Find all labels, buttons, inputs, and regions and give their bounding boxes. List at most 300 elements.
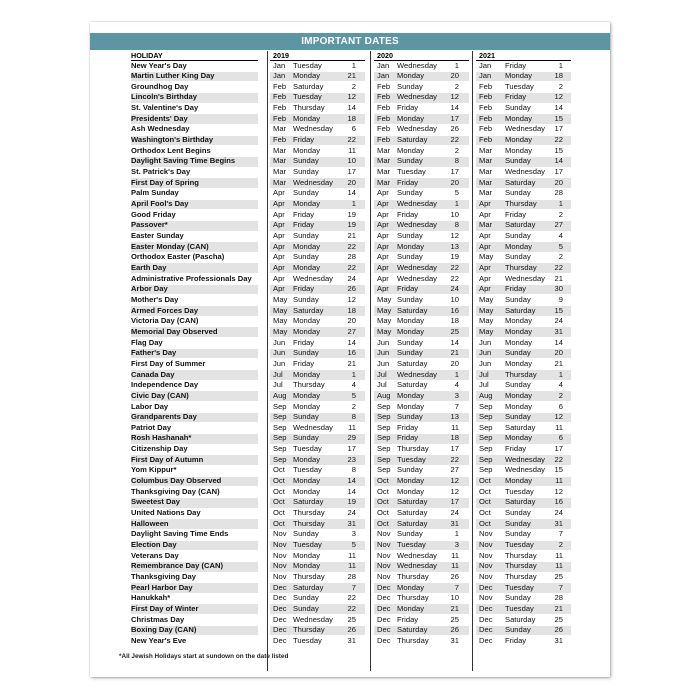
holiday-name: Lincoln's Birthday [131, 92, 197, 102]
table-row [90, 444, 610, 455]
day-number: 11 [555, 476, 563, 486]
day-number: 26 [347, 284, 356, 294]
table-row [90, 604, 610, 615]
weekday: Monday [505, 241, 533, 251]
day-number: 3 [454, 390, 459, 400]
header-year-2020: 2020 [377, 51, 393, 60]
holiday-name: Columbus Day Observed [131, 476, 222, 486]
month: Jan [273, 60, 286, 70]
weekday: Monday [505, 433, 533, 443]
holiday-name: Easter Monday (CAN) [131, 241, 209, 251]
month: Nov [273, 540, 287, 550]
month: May [377, 316, 392, 326]
day-number: 1 [351, 60, 356, 70]
day-number: 17 [347, 444, 356, 454]
month: Oct [377, 476, 389, 486]
month: Apr [273, 241, 285, 251]
month: Jan [377, 60, 390, 70]
day-number: 5 [351, 540, 356, 550]
table-row [90, 295, 610, 306]
weekday: Sunday [505, 294, 531, 304]
weekday: Wednesday [397, 550, 437, 560]
day-number: 28 [347, 252, 356, 262]
day-number: 29 [347, 433, 356, 443]
month: Feb [273, 113, 287, 123]
weekday: Sunday [293, 252, 319, 262]
day-number: 17 [347, 167, 356, 177]
day-number: 2 [351, 81, 356, 91]
weekday: Monday [397, 476, 425, 486]
weekday: Saturday [397, 358, 428, 368]
day-number: 23 [347, 454, 356, 464]
day-number: 14 [450, 103, 459, 113]
day-number: 4 [558, 231, 563, 240]
table-row [90, 593, 610, 604]
holiday-name: Sweetest Day [131, 497, 180, 507]
day-number: 5 [454, 188, 459, 198]
day-number: 20 [554, 348, 563, 358]
month: Apr [377, 188, 389, 198]
table-row [90, 391, 610, 402]
table-row [90, 497, 610, 508]
month: Aug [479, 390, 493, 400]
month: Sep [377, 401, 391, 411]
month: Dec [479, 603, 493, 613]
weekday: Wednesday [293, 422, 333, 432]
day-number: 11 [348, 145, 356, 155]
month: Jan [479, 71, 492, 81]
month: Apr [377, 220, 389, 230]
day-number: 22 [554, 454, 563, 464]
day-number: 1 [351, 369, 356, 379]
month: Oct [479, 508, 491, 518]
day-number: 31 [554, 518, 563, 528]
table-row [90, 370, 610, 381]
weekday: Monday [293, 476, 321, 486]
table-row [90, 433, 610, 444]
header-year-2019: 2019 [273, 51, 289, 60]
month: Sep [479, 412, 493, 422]
weekday: Saturday [505, 177, 536, 187]
day-number: 31 [450, 518, 459, 528]
table-row [90, 199, 610, 210]
month: Dec [377, 635, 391, 645]
day-number: 19 [347, 220, 356, 230]
day-number: 22 [450, 454, 459, 464]
holiday-name: Daylight Saving Time Ends [131, 529, 229, 539]
table-row [90, 242, 610, 253]
weekday: Sunday [397, 294, 423, 304]
weekday: Thursday [293, 103, 325, 113]
weekday: Sunday [505, 156, 531, 166]
weekday: Thursday [293, 518, 325, 528]
weekday: Sunday [397, 465, 423, 475]
month: Oct [377, 518, 389, 528]
month: Sep [273, 444, 287, 454]
day-number: 28 [554, 188, 563, 198]
day-number: 20 [347, 177, 356, 187]
day-number: 22 [347, 135, 356, 145]
weekday: Sunday [505, 593, 531, 603]
month: Oct [273, 476, 285, 486]
day-number: 4 [351, 380, 356, 390]
month: Jun [273, 358, 286, 368]
weekday: Monday [293, 113, 321, 123]
day-number: 11 [451, 561, 459, 571]
day-number: 14 [347, 476, 356, 486]
weekday: Monday [397, 390, 425, 400]
weekday: Sunday [505, 508, 531, 518]
month: Apr [273, 252, 285, 262]
day-number: 21 [450, 603, 459, 613]
weekday: Wednesday [505, 124, 545, 134]
day-number: 15 [554, 465, 563, 475]
weekday: Sunday [293, 188, 319, 198]
month: May [479, 294, 494, 304]
month: Oct [273, 508, 285, 518]
day-number: 12 [347, 92, 356, 102]
table-row [90, 210, 610, 221]
month: Jun [479, 348, 492, 358]
day-number: 2 [558, 209, 563, 219]
weekday: Saturday [505, 497, 536, 507]
weekday: Wednesday [505, 167, 545, 177]
day-number: 11 [555, 422, 563, 432]
month: Sep [479, 444, 493, 454]
weekday: Sunday [505, 380, 531, 390]
weekday: Monday [397, 71, 425, 81]
weekday: Monday [397, 316, 425, 326]
weekday: Sunday [505, 252, 531, 262]
table-row [90, 114, 610, 125]
table-row [90, 231, 610, 242]
day-number: 14 [347, 337, 356, 347]
day-number: 21 [347, 231, 356, 240]
weekday: Monday [505, 135, 533, 145]
month: Oct [377, 486, 389, 496]
holiday-name: Hanukkah* [131, 593, 171, 603]
weekday: Wednesday [397, 92, 437, 102]
month: Feb [479, 124, 493, 134]
weekday: Friday [505, 284, 527, 294]
month: Apr [273, 262, 285, 272]
month: Jun [273, 337, 286, 347]
month: May [377, 326, 392, 336]
month: Mar [377, 145, 391, 155]
month: Apr [377, 209, 389, 219]
month: Sep [377, 433, 391, 443]
month: Sep [377, 444, 391, 454]
holiday-name: Passover* [131, 220, 168, 230]
day-number: 20 [347, 316, 356, 326]
weekday: Tuesday [505, 81, 534, 91]
day-number: 4 [558, 380, 563, 390]
month: Dec [377, 582, 391, 592]
table-row [90, 412, 610, 423]
month: Sep [273, 422, 287, 432]
day-number: 24 [347, 508, 356, 518]
header-year-2021: 2021 [479, 51, 495, 60]
month: May [479, 305, 494, 315]
day-number: 24 [347, 273, 356, 283]
weekday: Sunday [505, 348, 531, 358]
weekday: Monday [505, 145, 533, 155]
day-number: 2 [558, 81, 563, 91]
weekday: Monday [397, 582, 425, 592]
month: Jul [377, 369, 387, 379]
holiday-name: Citizenship Day [131, 444, 188, 454]
day-number: 18 [347, 305, 356, 315]
weekday: Tuesday [505, 603, 534, 613]
weekday: Tuesday [505, 540, 534, 550]
holiday-name: Memorial Day Observed [131, 326, 218, 336]
day-number: 24 [554, 508, 563, 518]
day-number: 10 [450, 593, 459, 603]
weekday: Monday [397, 113, 425, 123]
day-number: 22 [554, 135, 563, 145]
day-number: 2 [351, 401, 356, 411]
month: Dec [479, 635, 493, 645]
day-number: 3 [454, 540, 459, 550]
weekday: Friday [293, 220, 315, 230]
holiday-name: Palm Sunday [131, 188, 179, 198]
day-number: 1 [558, 369, 563, 379]
weekday: Sunday [397, 188, 423, 198]
weekday: Wednesday [397, 124, 437, 134]
weekday: Saturday [397, 135, 428, 145]
month: Apr [377, 273, 389, 283]
day-number: 15 [554, 305, 563, 315]
weekday: Saturday [505, 220, 536, 230]
table-row [90, 188, 610, 199]
weekday: Monday [293, 199, 321, 209]
day-number: 25 [450, 614, 459, 624]
day-number: 31 [554, 635, 563, 645]
weekday: Saturday [505, 614, 536, 624]
day-number: 22 [347, 603, 356, 613]
day-number: 18 [450, 433, 459, 443]
day-number: 3 [351, 529, 356, 539]
month: Sep [273, 412, 287, 422]
day-number: 14 [554, 337, 563, 347]
day-number: 16 [554, 497, 563, 507]
day-number: 14 [347, 188, 356, 198]
month: Jan [377, 71, 390, 81]
weekday: Sunday [293, 167, 319, 177]
day-number: 19 [347, 497, 356, 507]
weekday: Saturday [397, 625, 428, 635]
day-number: 27 [554, 220, 563, 230]
month: Dec [377, 614, 391, 624]
day-number: 5 [351, 390, 356, 400]
month: Sep [479, 454, 493, 464]
holiday-name: Christmas Day [131, 614, 185, 624]
table-row [90, 551, 610, 562]
weekday: Saturday [293, 497, 324, 507]
month: Nov [479, 550, 493, 560]
day-number: 24 [554, 316, 563, 326]
day-number: 18 [347, 113, 356, 123]
weekday: Monday [505, 337, 533, 347]
weekday: Sunday [293, 231, 319, 240]
holiday-name: First Day of Autumn [131, 454, 204, 464]
weekday: Sunday [293, 603, 319, 613]
day-number: 24 [450, 284, 459, 294]
month: Dec [479, 614, 493, 624]
month: Dec [377, 625, 391, 635]
weekday: Friday [293, 358, 315, 368]
weekday: Sunday [505, 188, 531, 198]
day-number: 6 [558, 401, 563, 411]
day-number: 7 [351, 582, 356, 592]
day-number: 20 [554, 177, 563, 187]
day-number: 17 [450, 497, 459, 507]
month: Sep [479, 433, 493, 443]
month: Oct [273, 465, 285, 475]
day-number: 12 [554, 486, 563, 496]
holiday-name: Groundhog Day [131, 81, 189, 91]
weekday: Monday [397, 486, 425, 496]
table-row [90, 124, 610, 135]
holiday-name: Thanksgiving Day [131, 572, 196, 581]
month: Feb [377, 124, 391, 134]
weekday: Monday [397, 401, 425, 411]
holiday-name: Armed Forces Day [131, 305, 199, 315]
weekday: Friday [293, 337, 315, 347]
month: Apr [377, 284, 389, 294]
weekday: Wednesday [293, 124, 333, 134]
weekday: Wednesday [505, 273, 545, 283]
weekday: Tuesday [397, 540, 426, 550]
month: Feb [273, 92, 287, 102]
day-number: 6 [351, 124, 356, 134]
month: Apr [479, 209, 491, 219]
weekday: Wednesday [397, 220, 437, 230]
month: Nov [479, 529, 493, 539]
day-number: 17 [554, 444, 563, 454]
table-row [90, 92, 610, 103]
holiday-name: Orthodox Lent Begins [131, 145, 211, 155]
weekday: Friday [397, 103, 419, 113]
day-number: 27 [347, 326, 356, 336]
day-number: 25 [347, 614, 356, 624]
month: Nov [479, 561, 493, 571]
month: Feb [377, 103, 391, 113]
month: Apr [273, 188, 285, 198]
weekday: Wednesday [293, 273, 333, 283]
weekday: Monday [293, 71, 321, 81]
weekday: Sunday [397, 252, 423, 262]
weekday: Sunday [505, 625, 531, 635]
weekday: Tuesday [397, 167, 426, 177]
weekday: Thursday [505, 561, 537, 571]
table-row [90, 135, 610, 146]
day-number: 15 [554, 113, 563, 123]
table-row [90, 476, 610, 487]
weekday: Wednesday [397, 273, 437, 283]
holiday-name: Daylight Saving Time Begins [131, 156, 236, 166]
weekday: Tuesday [293, 465, 322, 475]
month: Nov [273, 550, 287, 560]
month: Mar [273, 177, 287, 187]
day-number: 21 [347, 71, 356, 81]
weekday: Sunday [505, 518, 531, 528]
footnote: *All Jewish Holidays start at sundown on the date listed [119, 653, 289, 660]
day-number: 2 [558, 390, 563, 400]
weekday: Tuesday [293, 92, 322, 102]
month: Nov [377, 540, 391, 550]
weekday: Saturday [293, 582, 324, 592]
weekday: Monday [293, 454, 321, 464]
holiday-name: Flag Day [131, 337, 163, 347]
table-header [90, 51, 610, 61]
holiday-name: New Year's Day [131, 60, 187, 70]
table-row [90, 572, 610, 583]
table-row [90, 178, 610, 189]
day-number: 30 [554, 284, 563, 294]
month: Mar [479, 188, 493, 198]
holiday-name: Presidents' Day [131, 113, 188, 123]
table-row [90, 274, 610, 285]
weekday: Wednesday [293, 177, 333, 187]
weekday: Tuesday [505, 486, 534, 496]
holiday-name: St. Valentine's Day [131, 103, 199, 113]
month: Jan [479, 60, 492, 70]
weekday: Thursday [505, 572, 537, 581]
month: Feb [377, 92, 391, 102]
month: Mar [479, 145, 493, 155]
table-row [90, 146, 610, 157]
weekday: Sunday [505, 412, 531, 422]
month: Sep [479, 401, 493, 411]
month: Apr [273, 220, 285, 230]
weekday: Sunday [293, 433, 319, 443]
month: Jul [273, 380, 283, 390]
weekday: Monday [293, 241, 321, 251]
month: Mar [479, 167, 493, 177]
weekday: Monday [293, 316, 321, 326]
weekday: Sunday [505, 231, 531, 240]
day-number: 17 [450, 444, 459, 454]
weekday: Wednesday [397, 369, 437, 379]
day-number: 17 [554, 167, 563, 177]
weekday: Wednesday [397, 60, 437, 70]
day-number: 7 [454, 401, 459, 411]
table-row [90, 636, 610, 647]
month: Sep [273, 401, 287, 411]
day-number: 31 [450, 635, 459, 645]
day-number: 7 [558, 582, 563, 592]
month: Mar [479, 177, 493, 187]
weekday: Tuesday [397, 454, 426, 464]
day-number: 22 [450, 262, 459, 272]
day-number: 22 [554, 262, 563, 272]
month: Dec [273, 593, 287, 603]
weekday: Monday [505, 476, 533, 486]
month: Feb [273, 135, 287, 145]
day-number: 22 [347, 262, 356, 272]
holiday-name: Thanksgiving Day (CAN) [131, 486, 220, 496]
table-row [90, 519, 610, 530]
day-number: 14 [554, 103, 563, 113]
month: May [273, 305, 288, 315]
month: Jul [273, 369, 283, 379]
month: Mar [273, 145, 287, 155]
dates-table [90, 51, 610, 647]
day-number: 12 [450, 231, 459, 240]
month: Dec [273, 614, 287, 624]
table-row [90, 71, 610, 82]
